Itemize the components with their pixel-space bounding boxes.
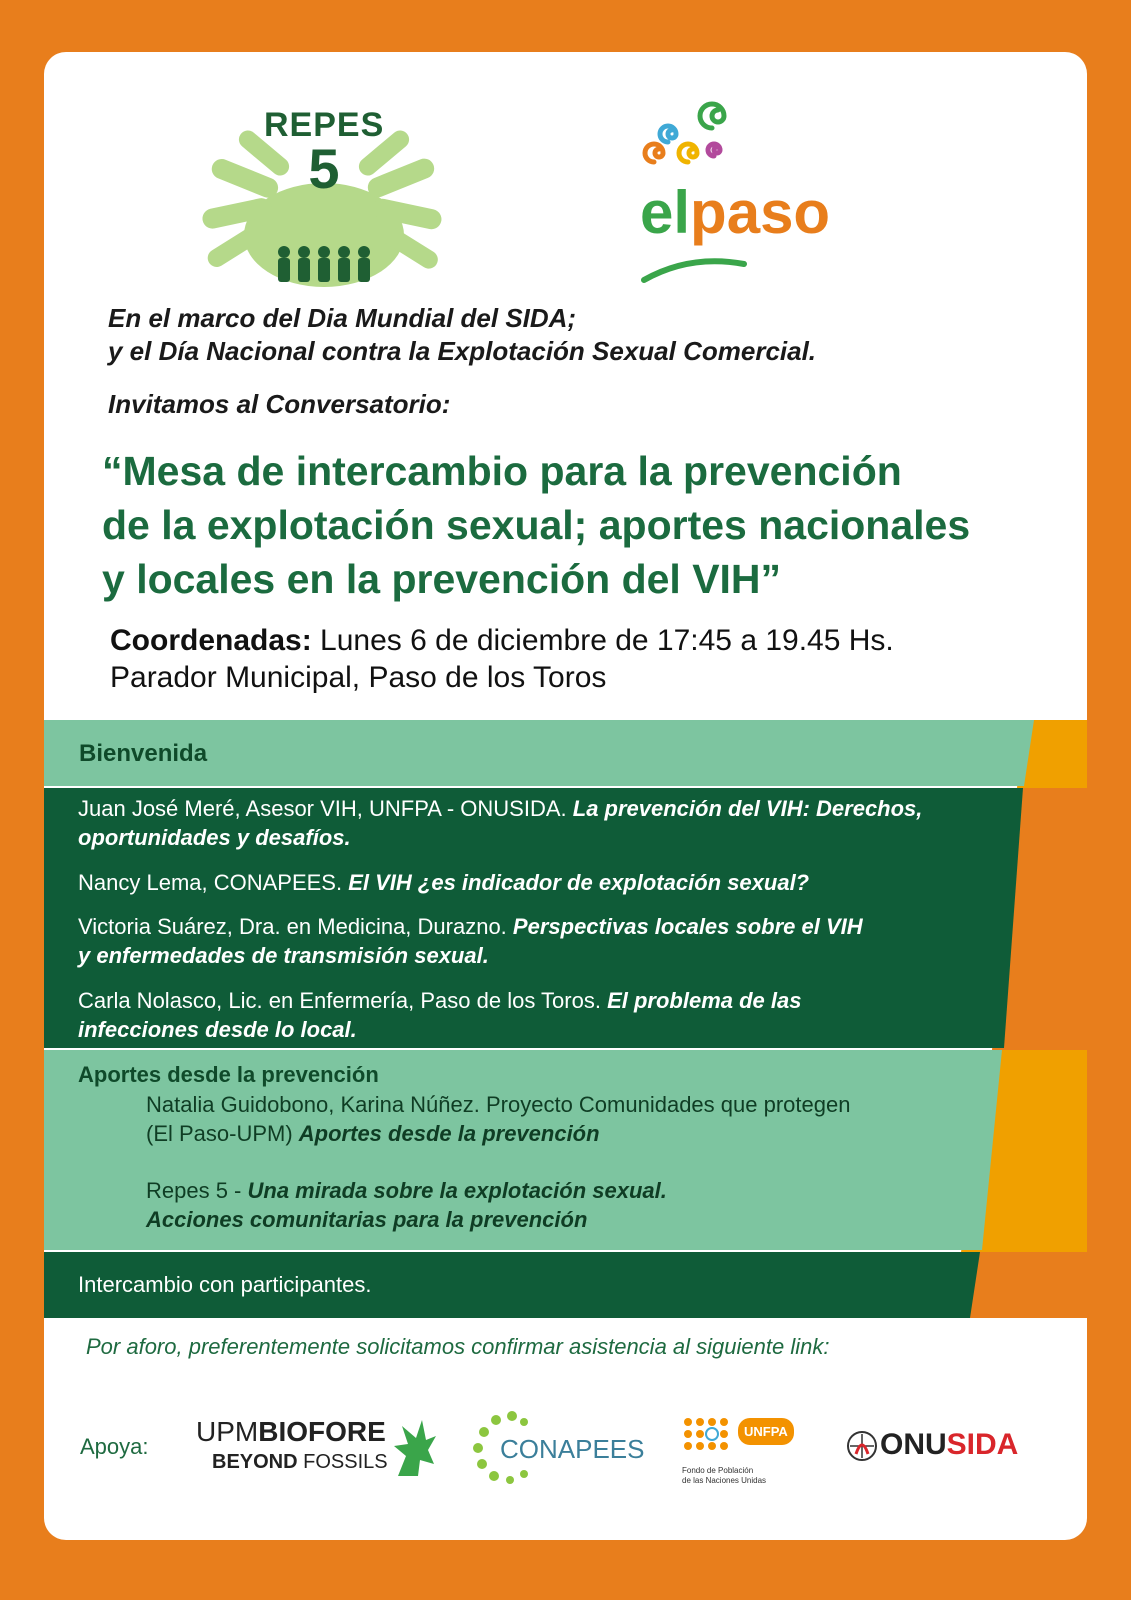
poster-card xyxy=(44,52,1087,1540)
intro-line-1: En el marco del Dia Mundial del SIDA; xyxy=(108,303,577,333)
event-title-line-1: “Mesa de intercambio para la prevención xyxy=(102,448,902,494)
prevention-item-2-org: Repes 5 - xyxy=(146,1178,248,1203)
talk-1-title: La prevención del VIH: Derechos, xyxy=(572,796,923,821)
repes-wordmark: REPES xyxy=(264,106,385,144)
talk-3-title: Perspectivas locales sobre el VIH xyxy=(512,914,863,939)
coordinates-label: Coordenadas: xyxy=(110,624,312,657)
talk-2-speaker: Nancy Lema, CONAPEES. xyxy=(78,870,349,895)
un-emblem-icon xyxy=(844,1428,880,1464)
swoosh-icon xyxy=(640,254,750,284)
talk-4 xyxy=(78,986,998,1044)
talk-3-speaker: Victoria Suárez, Dra. en Medicina, Durazno. xyxy=(78,914,513,939)
onusida-sida: SIDA xyxy=(946,1428,1019,1461)
repes5-logo xyxy=(194,100,454,300)
talk-4-title-cont: infecciones desde lo local. xyxy=(78,1017,357,1042)
coordinates-datetime: Lunes 6 de diciembre de 17:45 a 19.45 Hs. xyxy=(311,624,894,657)
support-label: Apoya: xyxy=(80,1434,149,1459)
conapees-logo xyxy=(472,1410,652,1490)
prevention-item-2-title: Una mirada sobre la explotación sexual. xyxy=(247,1178,667,1203)
talk-4-title: El problema de las xyxy=(607,988,802,1013)
event-title-line-3: y locales en la prevención del VIH” xyxy=(102,556,782,602)
onusida-logo xyxy=(844,1426,1044,1466)
elpaso-logo xyxy=(640,96,850,316)
coordinates-place: Parador Municipal, Paso de los Toros xyxy=(110,661,607,694)
elpaso-paso: paso xyxy=(690,179,831,246)
rsvp-note: Por aforo, preferentemente solicitamos confirmar asistencia al siguiente link: xyxy=(86,1334,830,1359)
onusida-onu: ONU xyxy=(880,1428,947,1461)
unfpa-logo xyxy=(682,1412,822,1496)
talk-3-title-cont: y enfermedades de transmisión sexual. xyxy=(78,943,489,968)
unfpa-caption-1: Fondo de Población xyxy=(682,1466,754,1475)
talk-3 xyxy=(78,912,998,970)
elpaso-el: el xyxy=(640,179,691,246)
unfpa-badge: UNFPA xyxy=(738,1418,794,1445)
exchange-text: Intercambio con participantes. xyxy=(78,1272,372,1297)
intro-line-3: Invitamos al Conversatorio: xyxy=(108,389,451,419)
fossils-text: FOSSILS xyxy=(297,1451,388,1473)
prevention-heading: Aportes desde la prevención xyxy=(78,1062,379,1087)
prevention-item-1-title: Aportes desde la prevención xyxy=(298,1121,600,1146)
repes-number: 5 xyxy=(308,137,340,200)
coordinates-line xyxy=(110,622,894,659)
prevention-item-1 xyxy=(146,1090,976,1148)
prevention-item-1-line-2: (El Paso-UPM) xyxy=(146,1121,299,1146)
unfpa-caption-2: de las Naciones Unidas xyxy=(682,1476,767,1485)
event-title-line-2: de la explotación sexual; aportes nacionales xyxy=(102,502,971,548)
prevention-item-2 xyxy=(146,1176,976,1234)
talk-1 xyxy=(78,794,998,852)
conapees-text: CONAPEES xyxy=(500,1434,645,1464)
prevention-item-1-line-1: Natalia Guidobono, Karina Núñez. Proyecto Comunidades que protegen xyxy=(146,1092,851,1117)
welcome-heading: Bienvenida xyxy=(79,740,208,767)
beyond-text: BEYOND xyxy=(212,1451,298,1473)
talk-2-title: El VIH ¿es indicador de explotación sexual? xyxy=(348,870,810,895)
biofore-text: BIOFORE xyxy=(258,1416,386,1447)
upm-text: UPM xyxy=(196,1416,259,1447)
prevention-item-2-title-cont: Acciones comunitarias para la prevención xyxy=(146,1207,588,1232)
griffin-icon xyxy=(388,1416,438,1480)
talk-2 xyxy=(78,868,998,897)
spiral-swirls-icon xyxy=(640,96,750,176)
talk-1-title-cont: oportunidades y desafíos. xyxy=(78,825,351,850)
intro-line-2: y el Día Nacional contra la Explotación Sexual Comercial. xyxy=(108,336,817,366)
unfpa-dots-icon xyxy=(682,1416,742,1458)
upm-biofore-logo xyxy=(196,1414,436,1486)
talk-1-speaker: Juan José Meré, Asesor VIH, UNFPA - ONUSIDA. xyxy=(78,796,573,821)
talk-4-speaker: Carla Nolasco, Lic. en Enfermería, Paso de los Toros. xyxy=(78,988,608,1013)
